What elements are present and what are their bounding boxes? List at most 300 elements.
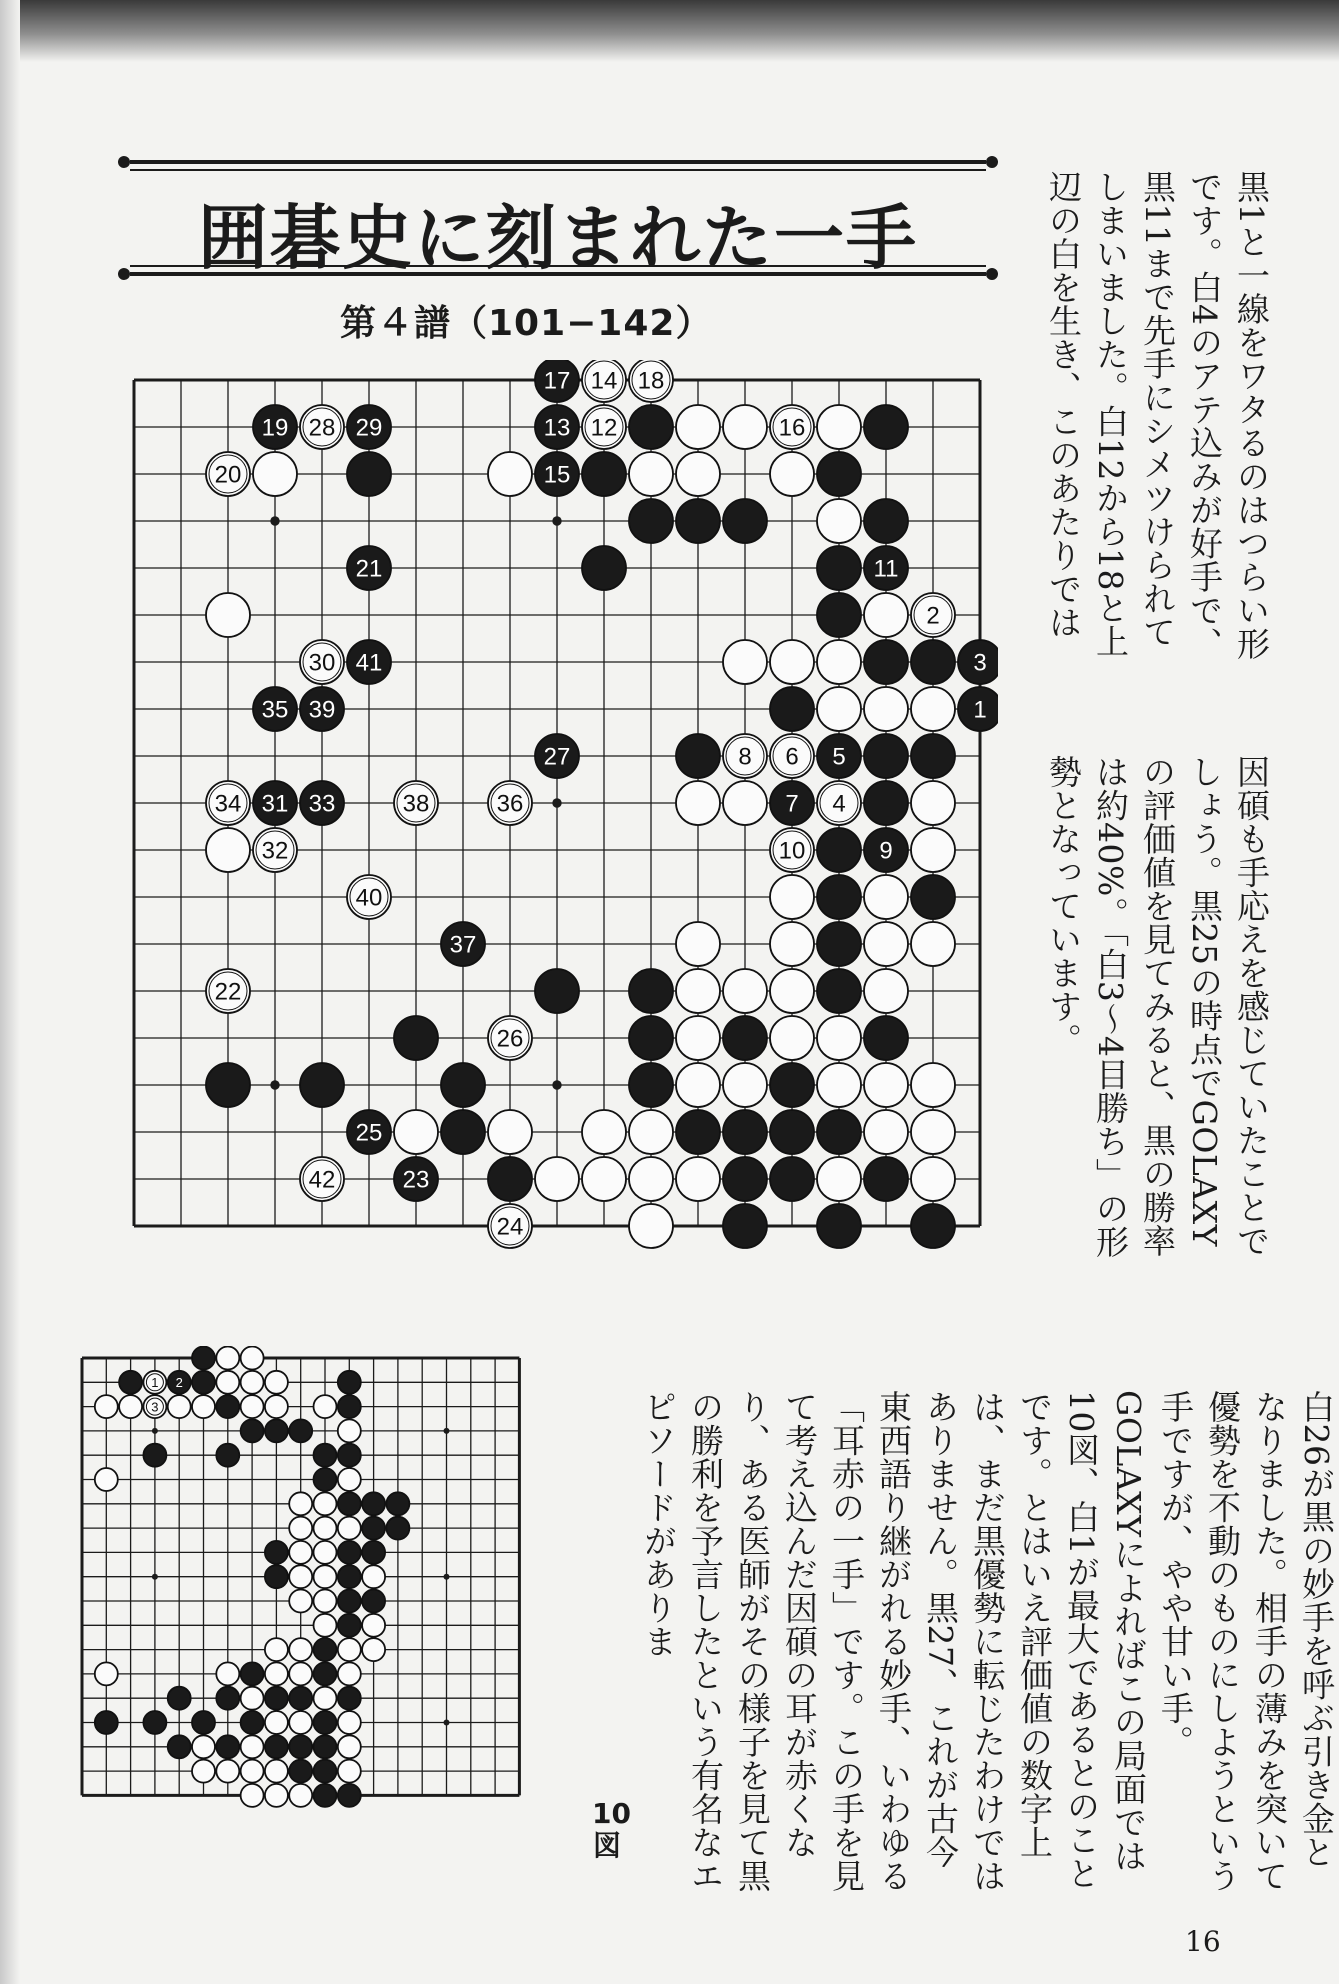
black-stone [265,1687,288,1710]
white-stone [338,1468,361,1491]
white-stone [347,875,391,919]
white-stone [582,1110,626,1154]
move-number: 39 [308,696,336,724]
black-stone [347,452,391,496]
white-stone [314,1687,337,1710]
white-stone [770,828,814,872]
white-stone [241,1760,264,1783]
black-stone [241,1711,264,1734]
black-stone [314,1735,337,1758]
black-stone [314,1638,337,1661]
figure-label: 10図 [592,1797,631,1862]
white-stone [864,922,908,966]
black-stone [441,922,485,966]
move-number: 2 [926,602,940,630]
move-number: 5 [832,743,846,771]
black-stone [864,499,908,543]
black-stone [265,1735,288,1758]
star-point [552,1080,561,1089]
black-stone [314,1760,337,1783]
white-stone [676,922,720,966]
white-stone [206,452,250,496]
black-stone [386,1517,409,1540]
move-number: 18 [637,367,665,395]
move-number: 10 [778,837,806,865]
black-stone [535,969,579,1013]
white-stone [394,781,438,825]
white-stone [629,1157,673,1201]
black-stone [241,1419,264,1442]
black-stone [314,1784,337,1807]
star-point [444,1720,450,1726]
white-stone [241,1735,264,1758]
black-stone [95,1711,118,1734]
white-stone [338,1662,361,1685]
white-stone [911,687,955,731]
white-stone [911,1063,955,1107]
move-number: 14 [590,367,618,395]
white-stone [289,1541,312,1564]
black-stone [676,1110,720,1154]
black-stone [770,1063,814,1107]
black-stone [770,1110,814,1154]
move-number: 8 [738,743,752,771]
black-stone [582,546,626,590]
white-stone [216,1662,239,1685]
white-stone [629,452,673,496]
white-stone [300,1157,344,1201]
move-number: 27 [543,743,571,771]
move-number: 19 [261,414,289,442]
white-stone [168,1395,191,1418]
white-stone [314,1565,337,1588]
white-stone [289,1662,312,1685]
white-stone [723,781,767,825]
star-point [152,1574,158,1580]
move-number: 22 [214,978,242,1006]
black-stone [338,1784,361,1807]
white-stone [770,1016,814,1060]
black-stone [864,405,908,449]
move-number: 6 [785,743,799,771]
white-stone [817,499,861,543]
black-stone [300,781,344,825]
black-stone [535,360,579,402]
black-stone [314,1468,337,1491]
scan-top-shadow [0,0,1339,62]
white-stone [770,969,814,1013]
star-point [552,798,561,807]
white-stone [911,1110,955,1154]
white-stone [300,640,344,684]
move-number: 20 [214,461,242,489]
move-number: 40 [355,884,383,912]
white-stone [864,1110,908,1154]
white-stone [582,405,626,449]
move-number: 36 [496,790,524,818]
white-stone [289,1517,312,1540]
go-board-figure-10 [70,1346,590,1866]
move-number: 38 [402,790,430,818]
white-stone [95,1395,118,1418]
black-stone [911,734,955,778]
white-stone [817,405,861,449]
white-stone [911,1157,955,1201]
move-number: 21 [355,555,383,583]
white-stone [216,1347,239,1370]
black-stone [143,1444,166,1467]
move-number: 9 [879,837,893,865]
black-stone [723,1204,767,1248]
black-stone [911,1204,955,1248]
white-stone [338,1517,361,1540]
white-stone [314,1590,337,1613]
white-stone [723,969,767,1013]
white-stone [770,875,814,919]
black-stone [817,593,861,637]
black-stone [817,452,861,496]
white-stone [95,1468,118,1491]
black-stone [864,1157,908,1201]
white-stone [817,687,861,731]
white-stone [95,1662,118,1685]
white-stone [723,1063,767,1107]
move-number: 16 [778,414,806,442]
white-stone [817,781,861,825]
black-stone [314,1444,337,1467]
white-stone [143,1395,166,1418]
white-stone [265,1638,288,1661]
white-stone [582,1157,626,1201]
black-stone [168,1371,191,1394]
black-stone [911,875,955,919]
black-stone [206,1063,250,1107]
black-stone [958,687,998,731]
move-number: 26 [496,1025,524,1053]
white-stone [206,969,250,1013]
black-stone [253,687,297,731]
move-number: 28 [308,414,336,442]
white-stone [723,640,767,684]
white-stone [289,1492,312,1515]
black-stone [911,640,955,684]
white-stone [314,1614,337,1637]
white-stone [300,405,344,449]
move-number: 23 [402,1166,430,1194]
white-stone [676,1157,720,1201]
star-point [270,1080,279,1089]
black-stone [441,1063,485,1107]
white-stone [488,781,532,825]
black-stone [362,1590,385,1613]
white-stone [629,1110,673,1154]
move-number: 33 [308,790,336,818]
black-stone [289,1687,312,1710]
white-stone [289,1638,312,1661]
black-stone [723,499,767,543]
black-stone [192,1711,215,1734]
black-stone [817,1110,861,1154]
black-stone [817,875,861,919]
white-stone [817,1063,861,1107]
move-number: 30 [308,649,336,677]
white-stone [535,1157,579,1201]
star-point [444,1428,450,1434]
move-number: 25 [355,1119,383,1147]
white-stone [338,1638,361,1661]
black-stone [864,1016,908,1060]
black-stone [629,499,673,543]
white-stone [676,452,720,496]
black-stone [770,781,814,825]
black-stone [216,1687,239,1710]
white-stone [253,452,297,496]
white-stone [314,1541,337,1564]
scan-left-shadow [0,0,20,1984]
move-number: 11 [873,555,899,583]
black-stone [289,1419,312,1442]
game-record-subtitle: 第４譜（101−142） [340,303,713,344]
white-stone [911,593,955,637]
black-stone [770,687,814,731]
star-point [552,516,561,525]
white-stone [265,1371,288,1394]
black-stone [347,546,391,590]
white-stone [314,1492,337,1515]
black-stone [535,734,579,778]
black-stone [864,828,908,872]
white-stone [676,781,720,825]
page-number: 16 [1185,1925,1221,1958]
black-stone [168,1687,191,1710]
black-stone [192,1371,215,1394]
white-stone [289,1784,312,1807]
white-stone [241,1347,264,1370]
black-stone [300,687,344,731]
black-stone [300,1063,344,1107]
white-stone [119,1395,142,1418]
text-paragraph-3: 白26が黒の妙手を呼ぶ引き金となりました。相手の薄みを突いて優勢を不動のものにしようという手ですが、やや甘い手。GOLAXYによればこの局面では10図、白1が最大であるとのことです。とはいえ評価値の数字上は、まだ黒優勢に転じたわけではありません。黒27、これが古今東西語り継がれる妙手、いわゆる「耳赤の一手」です。この手を見て考え込んだ因碩の耳が赤くなり、ある医師がその様子を見て黒の勝利を予言したという有名なエピソードがありま [639,1390,1336,1893]
white-stone [864,1063,908,1107]
move-number: 37 [449,931,477,959]
black-stone [676,734,720,778]
black-stone [216,1395,239,1418]
white-stone [314,1517,337,1540]
white-stone [817,1016,861,1060]
white-stone [676,405,720,449]
black-stone [488,1157,532,1201]
move-number: 31 [261,790,289,818]
black-stone [629,1016,673,1060]
white-stone [253,828,297,872]
black-stone [289,1735,312,1758]
white-stone [488,1110,532,1154]
black-stone [817,1204,861,1248]
black-stone [338,1687,361,1710]
black-stone [338,1614,361,1637]
white-stone [770,405,814,449]
white-stone [817,1157,861,1201]
white-stone [241,1784,264,1807]
white-stone [216,1760,239,1783]
white-stone [676,1016,720,1060]
white-stone [629,360,673,402]
move-number: 42 [308,1166,336,1194]
black-stone [216,1444,239,1467]
move-number: 12 [590,414,618,442]
white-stone [362,1638,385,1661]
black-stone [629,1063,673,1107]
black-stone [347,1110,391,1154]
title-banner [118,150,998,290]
white-stone [770,452,814,496]
white-stone [394,1110,438,1154]
black-stone [362,1517,385,1540]
black-stone [629,405,673,449]
white-stone [864,969,908,1013]
white-stone [864,875,908,919]
move-number: 29 [355,414,383,442]
black-stone [676,499,720,543]
black-stone [347,405,391,449]
white-stone [629,1204,673,1248]
black-stone [216,1735,239,1758]
black-stone [241,1662,264,1685]
black-stone [394,1016,438,1060]
white-stone [265,1760,288,1783]
black-stone [314,1711,337,1734]
black-stone [723,1157,767,1201]
black-stone [817,546,861,590]
page-title: 囲碁史に刻まれた一手 [198,196,918,279]
white-stone [206,593,250,637]
black-stone [864,546,908,590]
black-stone [441,1110,485,1154]
move-number: 7 [785,790,799,818]
black-stone [582,452,626,496]
white-stone [770,734,814,778]
black-stone [338,1492,361,1515]
black-stone [338,1590,361,1613]
white-stone [488,1016,532,1060]
black-stone [817,734,861,778]
move-number: 15 [543,461,571,489]
white-stone [241,1371,264,1394]
move-number: 34 [214,790,242,818]
white-stone [206,781,250,825]
black-stone [168,1735,191,1758]
white-stone [770,640,814,684]
white-stone [338,1711,361,1734]
white-stone [206,828,250,872]
white-stone [192,1760,215,1783]
black-stone [864,640,908,684]
white-stone [676,1063,720,1107]
white-stone [265,1662,288,1685]
move-number: 3 [973,649,987,677]
move-number: 3 [151,1399,159,1415]
move-number: 35 [261,696,289,724]
black-stone [386,1492,409,1515]
white-stone [911,781,955,825]
white-stone [676,969,720,1013]
black-stone [535,452,579,496]
white-stone [817,640,861,684]
white-stone [723,734,767,778]
white-stone [488,452,532,496]
move-number: 1 [151,1374,159,1390]
white-stone [338,1419,361,1442]
white-stone [265,1711,288,1734]
black-stone [362,1541,385,1564]
white-stone [488,1204,532,1248]
black-stone [535,405,579,449]
black-stone [119,1371,142,1394]
black-stone [817,922,861,966]
white-stone [192,1735,215,1758]
go-board-main [110,360,998,1280]
white-stone [314,1395,337,1418]
black-stone [958,640,998,684]
white-stone [241,1395,264,1418]
black-stone [314,1662,337,1685]
white-stone [265,1395,288,1418]
black-stone [338,1541,361,1564]
white-stone [911,828,955,872]
white-stone [289,1590,312,1613]
black-stone [394,1157,438,1201]
text-paragraph-2: 因碩も手応えを感じていたことでしょう。黒25の時点でGOLAXYの評価値を見てみると、黒の勝率は約40%。「白3〜4目勝ち」の形勢となっています。 [1044,755,1271,1259]
move-number: 41 [355,649,383,677]
black-stone [817,828,861,872]
white-stone [582,360,626,402]
white-stone [770,922,814,966]
white-stone [192,1395,215,1418]
black-stone [143,1711,166,1734]
white-stone [911,922,955,966]
move-number: 17 [543,367,571,395]
white-stone [362,1614,385,1637]
move-number: 24 [496,1213,524,1241]
black-stone [265,1541,288,1564]
black-stone [338,1395,361,1418]
black-stone [770,1157,814,1201]
black-stone [629,969,673,1013]
black-stone [723,1016,767,1060]
white-stone [143,1371,166,1394]
move-number: 13 [543,414,571,442]
black-stone [864,734,908,778]
black-stone [192,1347,215,1370]
black-stone [338,1444,361,1467]
black-stone [265,1419,288,1442]
white-stone [289,1565,312,1588]
black-stone [817,969,861,1013]
black-stone [265,1565,288,1588]
black-stone [362,1492,385,1515]
white-stone [289,1711,312,1734]
black-stone [347,640,391,684]
white-stone [864,593,908,637]
move-number: 32 [261,837,289,865]
white-stone [362,1565,385,1588]
white-stone [723,405,767,449]
white-stone [241,1687,264,1710]
star-point [270,516,279,525]
black-stone [864,781,908,825]
black-stone [253,781,297,825]
black-stone [338,1565,361,1588]
